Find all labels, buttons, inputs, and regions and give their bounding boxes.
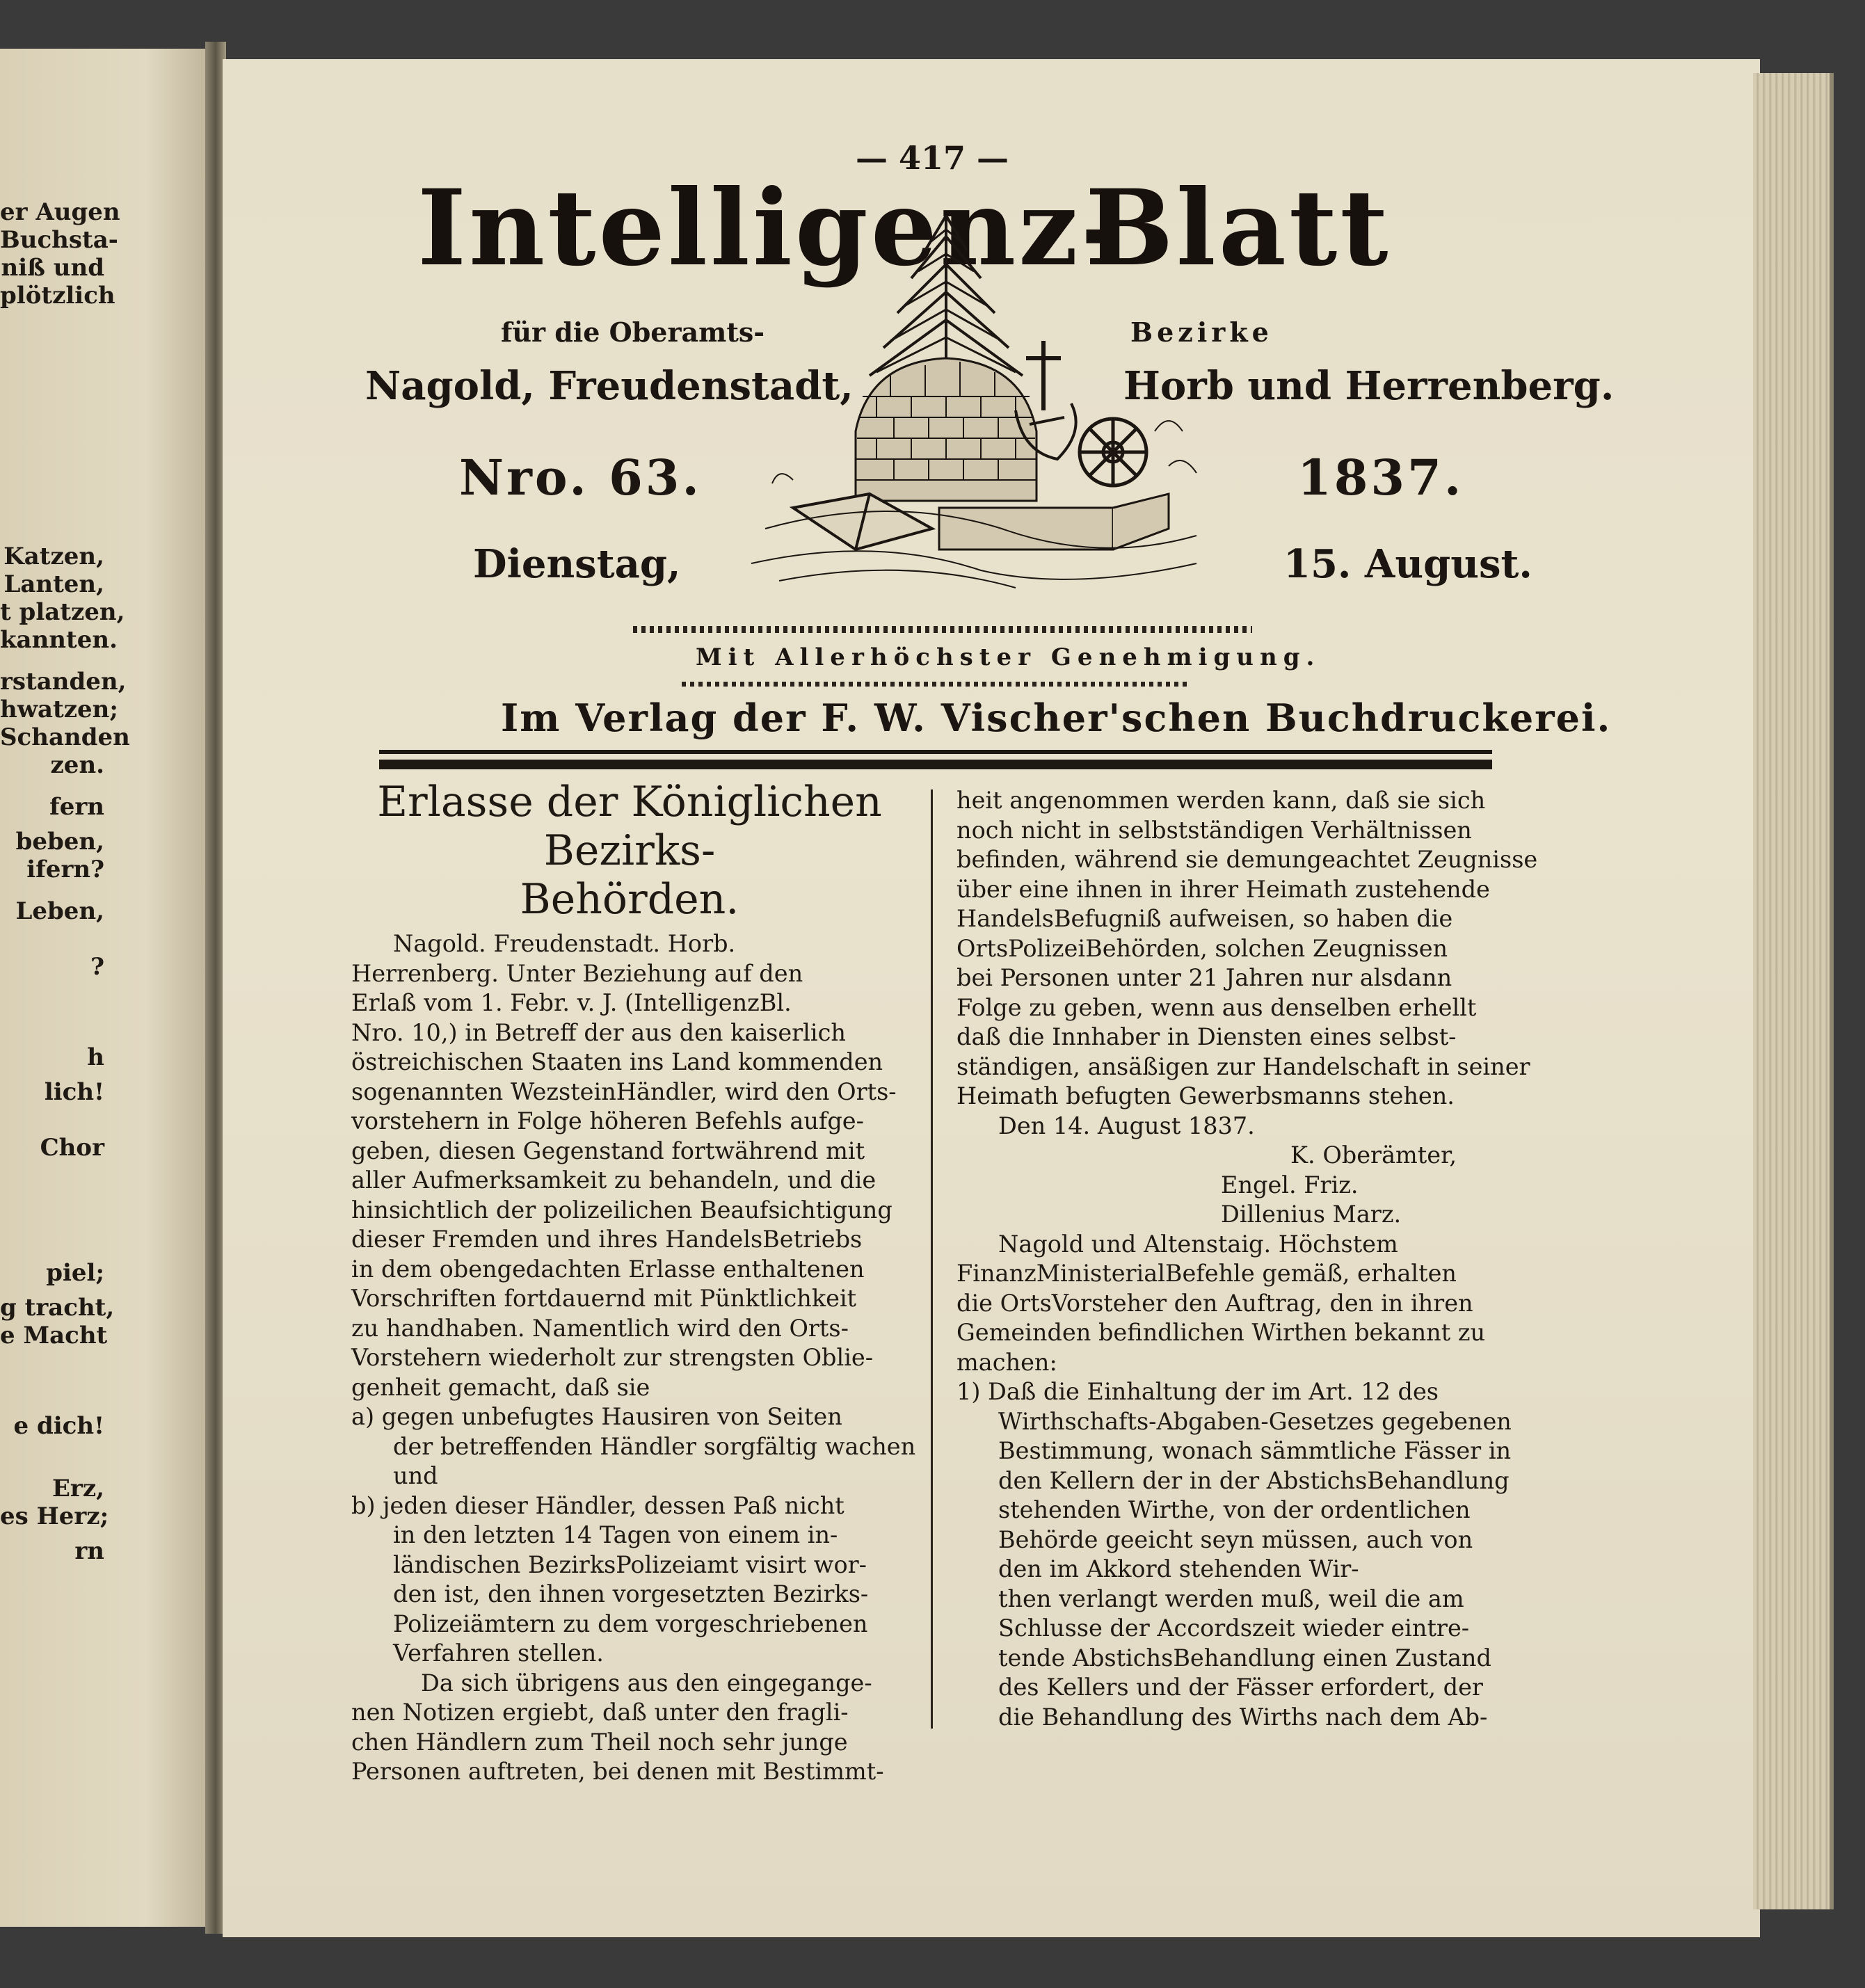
left-page-line: ifern? bbox=[26, 856, 104, 883]
text-line: noch nicht in selbstständigen Verhältnissen bbox=[956, 816, 1472, 844]
double-rule-2 bbox=[379, 760, 1492, 769]
left-page-line: piel; bbox=[46, 1259, 104, 1287]
left-page-line: e dich! bbox=[13, 1412, 104, 1440]
text-line: hinsichtlich der polizeilichen Beaufsichtigung bbox=[351, 1196, 893, 1224]
masthead-districts-right: Horb und Herrenberg. bbox=[1123, 363, 1615, 409]
text-line: geben, diesen Gegenstand fortwährend mit bbox=[351, 1137, 865, 1164]
left-page-line: t platzen, bbox=[0, 598, 125, 626]
cross-icon bbox=[1026, 341, 1061, 410]
text-line: a) gegen unbefugtes Hausiren von Seiten bbox=[351, 1403, 842, 1430]
text-line: östreichischen Staaten ins Land kommenden bbox=[351, 1048, 883, 1075]
left-page-line: e Macht bbox=[0, 1322, 108, 1349]
text-line: OrtsPolizeiBehörden, solchen Zeugnissen bbox=[956, 934, 1448, 962]
text-line: sogenannten WezsteinHändler, wird den Orts- bbox=[351, 1077, 897, 1105]
text-line: Nagold. Freudenstadt. Horb. bbox=[393, 930, 736, 957]
left-page-line: h bbox=[87, 1043, 104, 1071]
left-page-line: kannten. bbox=[0, 626, 118, 654]
text-line: Nro. 10,) in Betreff der aus den kaiserlich bbox=[351, 1018, 846, 1046]
left-page-line: Buchsta- bbox=[0, 226, 118, 254]
text-line: Engel. Friz. bbox=[1221, 1171, 1359, 1199]
column-divider bbox=[931, 789, 933, 1729]
text-line: die OrtsVorsteher den Auftrag, den in ihren bbox=[956, 1289, 1473, 1317]
text-line: nen Notizen ergiebt, daß unter den fragli- bbox=[351, 1699, 849, 1726]
column-left bbox=[351, 778, 916, 1787]
left-page-line: niß und bbox=[1, 254, 104, 282]
text-line: Wirthschafts-Abgaben-Gesetzes gegebenen bbox=[998, 1407, 1512, 1435]
double-rule-1 bbox=[379, 750, 1492, 754]
left-page-line: plötzlich bbox=[0, 282, 115, 310]
text-line: des Kellers und der Fässer erfordert, der bbox=[998, 1674, 1483, 1701]
text-line: Personen auftreten, bei denen mit Bestimmt- bbox=[351, 1758, 884, 1785]
text-line: vorstehern in Folge höheren Befehls aufge- bbox=[351, 1107, 864, 1135]
masthead-title-right: Blatt bbox=[1085, 167, 1391, 289]
text-line: then verlangt werden muß, weil die am bbox=[998, 1585, 1464, 1612]
page-edges bbox=[1753, 73, 1834, 1909]
left-page-line: Chor bbox=[40, 1134, 104, 1162]
text-line: Verfahren stellen. bbox=[393, 1640, 604, 1667]
text-line: tende AbstichsBehandlung einen Zustand bbox=[998, 1644, 1491, 1672]
open-book-icon bbox=[793, 494, 932, 550]
column-right-text bbox=[956, 786, 1538, 1732]
left-page-line: beben, bbox=[15, 828, 104, 856]
ornament-rule-top bbox=[633, 626, 1252, 633]
left-page-line: Leben, bbox=[15, 897, 104, 925]
left-page-line: er Augen bbox=[0, 198, 120, 226]
issue-year: 1837. bbox=[1297, 449, 1464, 506]
text-line: über eine ihnen in ihrer Heimath zustehende bbox=[956, 875, 1490, 903]
masthead-subtitle-left: für die Oberamts- bbox=[501, 316, 765, 348]
text-line: Behörde geeicht seyn müssen, auch von bbox=[998, 1525, 1473, 1553]
issue-date: 15. August. bbox=[1283, 541, 1532, 587]
text-line: daß die Innhaber in Diensten eines selbst- bbox=[956, 1023, 1457, 1050]
left-page-line: g tracht, bbox=[0, 1294, 115, 1322]
text-line: 1) Daß die Einhaltung der im Art. 12 des bbox=[956, 1378, 1439, 1405]
left-page-line: ? bbox=[90, 953, 104, 981]
left-page-line: zen. bbox=[50, 751, 104, 779]
left-page-line: Schanden bbox=[0, 723, 130, 751]
text-line: ländischen BezirksPolizeiamt visirt wor- bbox=[393, 1550, 867, 1578]
masthead-subtitle-right: Bezirke bbox=[1130, 316, 1273, 348]
text-line: Heimath befugten Gewerbsmanns stehen. bbox=[956, 1082, 1455, 1109]
privilege-line: Mit Allerhöchster Genehmigung. bbox=[696, 643, 1321, 671]
ornament-rule-bottom bbox=[682, 682, 1190, 687]
section-heading-line1: Erlasse der Königlichen Bezirks- bbox=[377, 778, 882, 875]
issue-number: Nro. 63. bbox=[459, 449, 702, 506]
text-line: Nagold und Altenstaig. Höchstem bbox=[998, 1230, 1398, 1258]
text-line: heit angenommen werden kann, daß sie sich bbox=[956, 787, 1486, 814]
text-line: Erlaß vom 1. Febr. v. J. (IntelligenzBl. bbox=[351, 989, 792, 1016]
text-line: den im Akkord stehenden Wir- bbox=[998, 1555, 1359, 1582]
left-page-line: fern bbox=[49, 793, 104, 821]
left-page bbox=[0, 49, 209, 1927]
text-line: Den 14. August 1837. bbox=[998, 1112, 1255, 1139]
column-left-text bbox=[351, 929, 916, 1787]
text-line: Vorstehern wiederholt zur strengsten Oblie- bbox=[351, 1344, 874, 1371]
text-line: b) jeden dieser Händler, dessen Paß nicht bbox=[351, 1491, 845, 1519]
text-line: genheit gemacht, daß sie bbox=[351, 1373, 650, 1401]
text-line: stehenden Wirthe, von der ordentlichen bbox=[998, 1496, 1471, 1523]
text-line: den Kellern der in der AbstichsBehandlung bbox=[998, 1466, 1510, 1494]
text-line: bei Personen unter 21 Jahren nur alsdann bbox=[956, 964, 1452, 991]
text-line: machen: bbox=[956, 1348, 1057, 1376]
issue-weekday: Dienstag, bbox=[473, 541, 681, 587]
text-line: ständigen, ansäßigen zur Handelschaft in seiner bbox=[956, 1052, 1530, 1080]
text-line: und bbox=[393, 1462, 438, 1489]
section-heading-line2: Behörden. bbox=[520, 875, 739, 924]
text-line: Bestimmung, wonach sämmtliche Fässer in bbox=[998, 1437, 1512, 1464]
text-line: in dem obengedachten Erlasse enthaltenen bbox=[351, 1255, 865, 1283]
text-line: der betreffenden Händler sorgfältig wachen bbox=[393, 1432, 916, 1460]
wheel-icon bbox=[1080, 419, 1146, 486]
text-line: die Behandlung des Wirths nach dem Ab- bbox=[998, 1703, 1488, 1731]
page-number: — 417 — bbox=[856, 139, 1009, 177]
text-line: befinden, während sie demungeachtet Zeugnisse bbox=[956, 846, 1538, 873]
text-line: K. Oberämter, bbox=[1290, 1141, 1457, 1169]
text-line: in den letzten 14 Tagen von einem in- bbox=[393, 1521, 838, 1548]
left-page-line: Erz, bbox=[52, 1475, 104, 1502]
text-line: FinanzMinisterialBefehle gemäß, erhalten bbox=[956, 1260, 1457, 1287]
left-page-line: rstanden, bbox=[0, 668, 127, 696]
left-page-line: lich! bbox=[44, 1078, 104, 1106]
text-line: Gemeinden befindlichen Wirthen bekannt zu bbox=[956, 1319, 1486, 1346]
text-line: Da sich übrigens aus den eingegange- bbox=[421, 1669, 872, 1697]
masthead-title-left: Intelligenz- bbox=[417, 167, 1127, 289]
text-line: Vorschriften fortdauernd mit Pünktlichkeit bbox=[351, 1285, 857, 1312]
left-page-line: rn bbox=[74, 1537, 104, 1565]
left-page-line: es Herz; bbox=[0, 1502, 109, 1530]
text-line: dieser Fremden und ihres HandelsBetriebs bbox=[351, 1226, 863, 1253]
text-line: Dillenius Marz. bbox=[1221, 1201, 1402, 1228]
text-line: HandelsBefugniß aufweisen, so haben die bbox=[956, 905, 1453, 932]
text-line: aller Aufmerksamkeit zu behandeln, und die bbox=[351, 1167, 877, 1194]
text-line: Polizeiämtern zu dem vorgeschriebenen bbox=[393, 1610, 868, 1637]
column-right bbox=[956, 786, 1538, 1732]
text-line: Folge zu geben, wenn aus denselben erhellt bbox=[956, 993, 1477, 1021]
publisher-line: Im Verlag der F. W. Vischer'schen Buchdruckerei. bbox=[501, 696, 1612, 740]
text-line: zu handhaben. Namentlich wird den Orts- bbox=[351, 1314, 849, 1342]
left-page-line: Lanten, bbox=[3, 570, 104, 598]
masthead-districts-left: Nagold, Freudenstadt, bbox=[365, 363, 854, 409]
text-line: Schlusse der Accordszeit wieder eintre- bbox=[998, 1614, 1470, 1642]
left-page-line: Katzen, bbox=[3, 543, 104, 570]
text-line: chen Händlern zum Theil noch sehr junge bbox=[351, 1728, 848, 1756]
text-line: Herrenberg. Unter Beziehung auf den bbox=[351, 959, 803, 987]
left-page-line: hwatzen; bbox=[0, 696, 118, 723]
text-line: den ist, den ihnen vorgesetzten Bezirks- bbox=[393, 1580, 869, 1608]
